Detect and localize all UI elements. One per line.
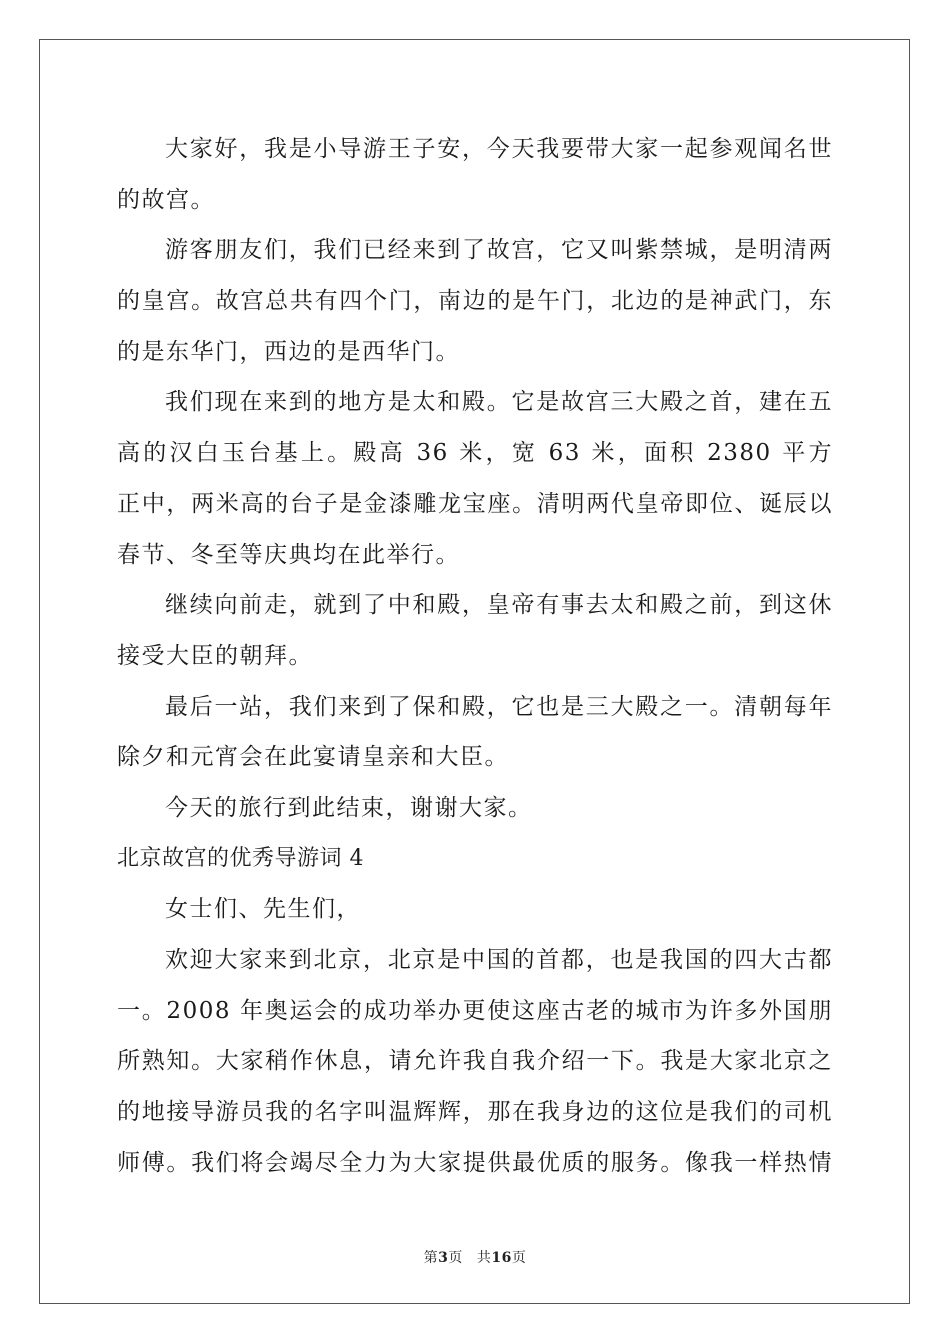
text-line: 所熟知。大家稍作休息，请允许我自我介绍一下。我是大家北京之 xyxy=(117,1048,833,1075)
text-line: 大家好，我是小导游王子安，今天我要带大家一起参观闻名世 xyxy=(165,136,833,162)
document-body xyxy=(117,124,833,1188)
text-line: 的是东华门，西边的是西华门。 xyxy=(117,338,460,365)
footer-page-prefix: 第 xyxy=(423,1250,439,1266)
text-line: 最后一站，我们来到了保和殿，它也是三大殿之一。清朝每年 xyxy=(165,693,833,720)
text-line: 女士们、先生们， xyxy=(165,896,361,923)
text-line: 正中，两米高的台子是金漆雕龙宝座。清明两代皇帝即位、诞辰以 xyxy=(117,490,833,517)
text-line: 游客朋友们，我们已经来到了故宫，它又叫紫禁城，是明清两 xyxy=(165,237,833,264)
text-line: 继续向前走，就到了中和殿，皇帝有事去太和殿之前，到这休 xyxy=(165,592,833,619)
text-line: 今天的旅行到此结束，谢谢大家。 xyxy=(165,794,533,821)
text-line: 我们现在来到的地方是太和殿。它是故宫三大殿之首，建在五 xyxy=(165,389,833,416)
text-line: 师傅。我们将会竭尽全力为大家提供最优质的服务。像我一样热情 xyxy=(117,1149,833,1176)
section-heading: 北京故宫的优秀导游词 4 xyxy=(117,845,364,871)
footer-page-number: 3 xyxy=(438,1250,449,1266)
text-line: 的地接导游员我的名字叫温辉辉，那在我身边的这位是我们的司机 xyxy=(117,1099,833,1126)
footer-total-suffix: 页 xyxy=(511,1250,527,1266)
page-footer xyxy=(0,1247,950,1267)
text-line: 除夕和元宵会在此宴请皇亲和大臣。 xyxy=(117,744,509,771)
text-line: 春节、冬至等庆典均在此举行。 xyxy=(117,541,460,568)
text-line: 欢迎大家来到北京，北京是中国的首都，也是我国的四大古都 xyxy=(165,947,833,973)
text-line: 高的汉白玉台基上。殿高 36 米，宽 63 米，面积 2380 平方 xyxy=(117,440,833,467)
footer-page-suffix: 页 xyxy=(448,1250,463,1266)
text-line: 的皇宫。故宫总共有四个门，南边的是午门，北边的是神武门，东 xyxy=(117,288,833,315)
text-line: 接受大臣的朝拜。 xyxy=(117,642,313,669)
footer-total-prefix: 共 xyxy=(476,1250,492,1266)
footer-total-pages: 16 xyxy=(491,1250,512,1266)
text-line: 一。2008 年奥运会的成功举办更使这座古老的城市为许多外国朋 xyxy=(117,997,833,1024)
text-line: 的故宫。 xyxy=(117,186,215,213)
